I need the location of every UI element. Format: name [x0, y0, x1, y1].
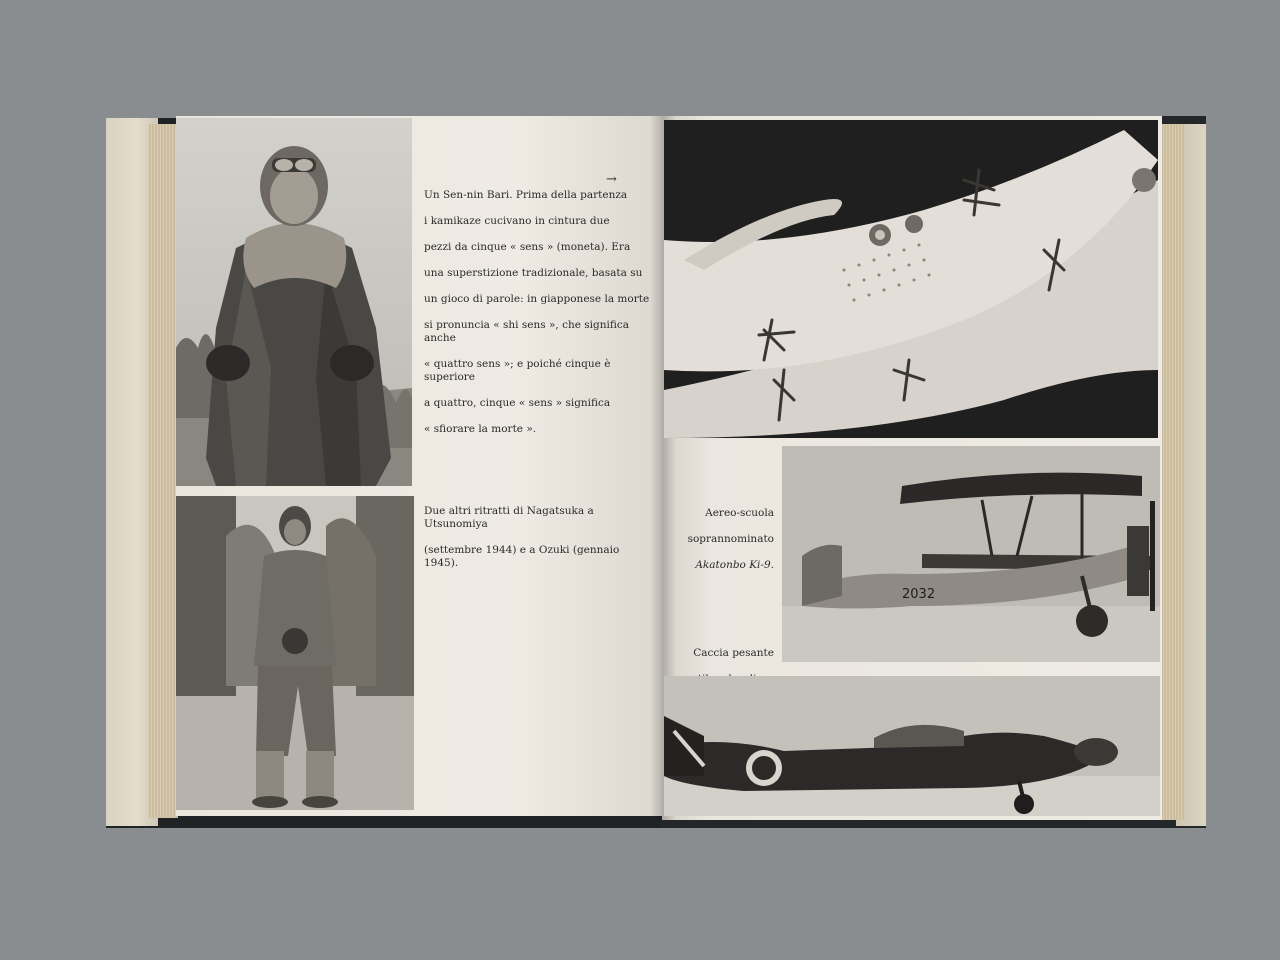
- caption-line: soprannominato: [687, 533, 774, 545]
- caption-line: Un Sen-nin Bari. Prima della partenza: [424, 189, 628, 201]
- caption-line: Aereo-scuola: [705, 507, 774, 519]
- pilot-portrait-photo-1: [176, 118, 412, 486]
- caption-line: « quattro sens »; e poiché cinque è superiore: [424, 358, 611, 383]
- caption-line: pezzi da cinque « sens » (moneta). Era: [424, 241, 631, 253]
- caption-line: i kamikaze cucivano in cintura due: [424, 215, 610, 227]
- fighter-toryu-photo: [664, 676, 1160, 816]
- biplane-tail-number: 2032: [902, 587, 936, 602]
- caption-line: (settembre 1944) e a Ozuki (gennaio 1945).: [424, 544, 620, 569]
- pilot-portrait-photo-2: [176, 496, 414, 810]
- caption-portraits: [424, 492, 650, 583]
- caption-line: a quattro, cinque « sens » significa: [424, 397, 611, 409]
- caption-line: si pronuncia « shi sens », che significa anche: [424, 319, 629, 344]
- caption-line: Caccia pesante: [693, 647, 774, 659]
- biplane-akatonbo-photo: [782, 446, 1160, 662]
- continuation-arrow: →: [606, 172, 617, 187]
- caption-line: Due altri ritratti di Nagatsuka a Utsunomiya: [424, 505, 594, 530]
- caption-line: un gioco di parole: in giapponese la morte: [424, 293, 650, 305]
- sen-nin-bari-belt-photo: [664, 120, 1158, 438]
- caption-line: « sfiorare la morte ».: [424, 423, 537, 435]
- caption-line: Akatonbo Ki-9.: [695, 559, 774, 571]
- caption-line: una superstizione tradizionale, basata su: [424, 267, 643, 279]
- left-page-edges: [148, 124, 178, 818]
- caption-biplane: [676, 494, 774, 585]
- caption-sen-nin-bari: [424, 176, 650, 449]
